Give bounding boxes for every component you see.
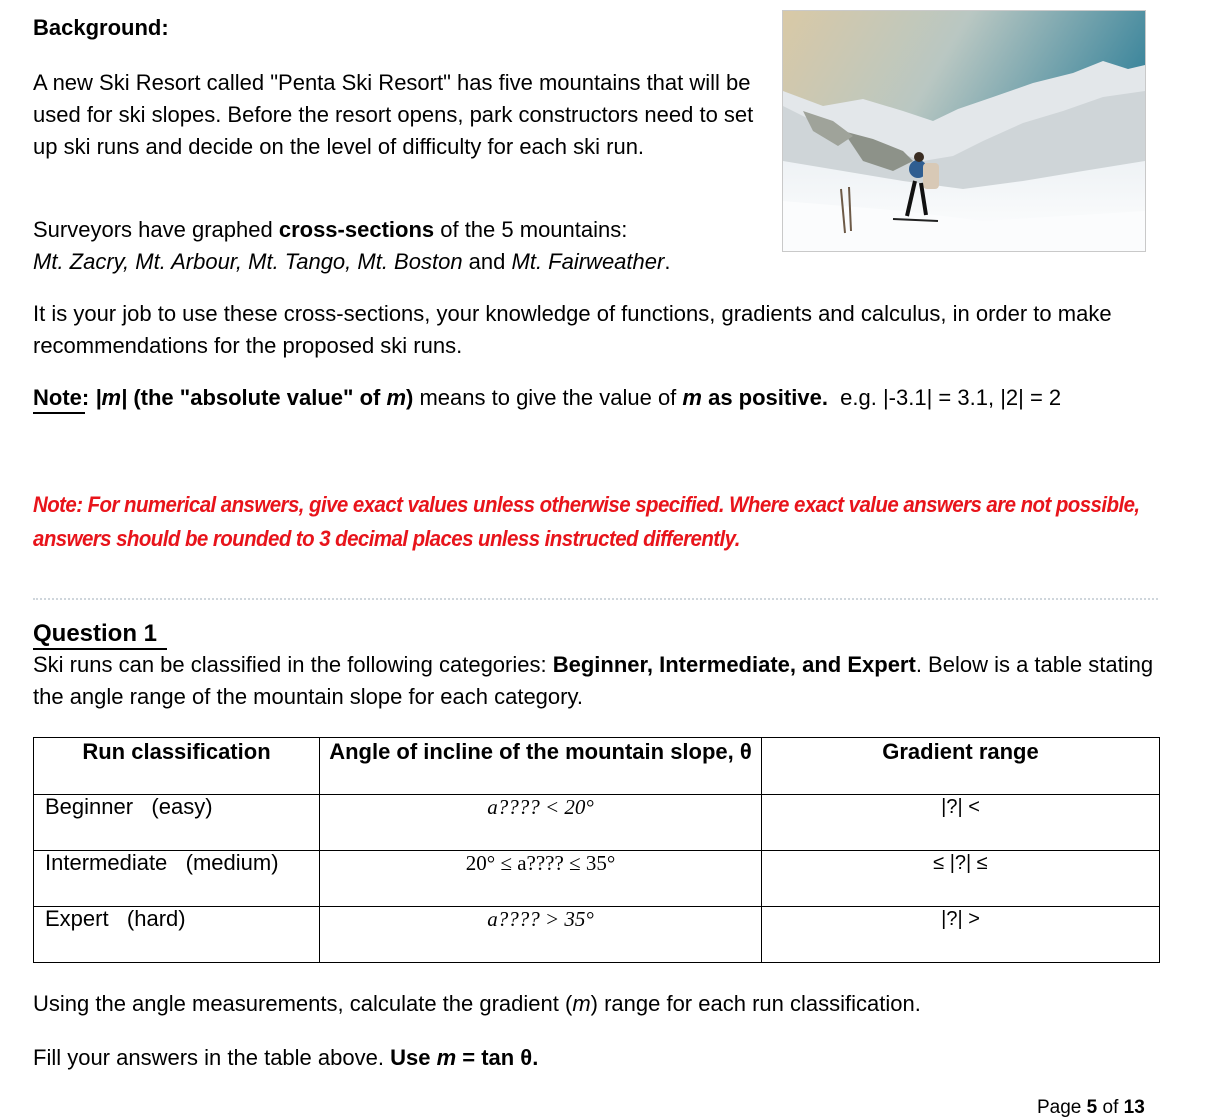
absolute-value-term: absolute value: [190, 385, 344, 410]
header-gradient: Gradient range: [762, 738, 1160, 795]
instr2-rest: = tan θ.: [456, 1045, 539, 1070]
note-label: Note:: [33, 385, 90, 410]
angle-cell: 20° ≤ a???? ≤ 35°: [320, 851, 762, 907]
header-angle: Angle of incline of the mountain slope, θ: [320, 738, 762, 795]
instr1-start: Using the angle measurements, calculate the gradient (: [33, 991, 573, 1016]
classification-cell: Expert (hard): [34, 907, 320, 963]
instr1-end: ) range for each run classification.: [590, 991, 921, 1016]
gradient-cell[interactable]: ≤ |?| ≤: [762, 851, 1160, 907]
instruction-fill: [33, 1042, 1183, 1074]
ski-mountain-photo: [782, 10, 1146, 252]
gradient-cell[interactable]: |?| >: [762, 907, 1160, 963]
gradient-cell[interactable]: |?| <: [762, 795, 1160, 851]
classification-cell: Intermediate (medium): [34, 851, 320, 907]
note-as-positive: as positive.: [701, 385, 828, 410]
run-classification-table: [33, 737, 1160, 963]
angle-cell: a???? < 20°: [320, 795, 762, 851]
question-1-intro: [33, 649, 1183, 713]
mountains-and: and: [462, 249, 512, 274]
note-m: m: [386, 385, 407, 410]
table-row: [34, 851, 1160, 907]
classification-cell: Beginner (easy): [34, 795, 320, 851]
background-heading: Background:: [33, 15, 169, 40]
para2-end: of the 5 mountains:: [434, 217, 628, 242]
angle-cell: a???? > 35°: [320, 907, 762, 963]
cross-sections-term: cross-sections: [278, 217, 435, 242]
header-run-classification: Run classification: [34, 738, 320, 795]
note-underline: [33, 412, 85, 414]
page-number: Page 5 of 13: [1037, 1097, 1145, 1118]
question-1-title: Question 1: [33, 620, 158, 647]
instr2-use: Use: [390, 1045, 437, 1070]
note-paren-mid: " of: [343, 385, 387, 410]
note-m-2: m: [682, 385, 702, 410]
background-paragraph-3: It is your job to use these cross-sections, your knowledge of functions, gradients and calculus, in order to make recommendations for the proposed ski runs.: [33, 301, 1112, 358]
instr2-m: m: [436, 1045, 457, 1070]
table-row: [34, 907, 1160, 963]
total-pages: 13: [1123, 1097, 1145, 1118]
background-paragraph-1: A new Ski Resort called "Penta Ski Resort" has five mountains that will be used for ski slopes. Before the resort opens, park constructors need to set up ski runs and decide on the level of difficulty for each ski run.: [33, 70, 754, 159]
instr2-start: Fill your answers in the table above.: [33, 1045, 391, 1070]
mountains-period: .: [664, 249, 671, 274]
q1-intro-start: Ski runs can be classified in the following categories:: [33, 652, 553, 677]
para2-start: Surveyors have graphed: [33, 217, 279, 242]
absolute-value-note: [33, 382, 1193, 414]
instr1-m: m: [572, 991, 591, 1016]
current-page: 5: [1086, 1097, 1098, 1118]
table-header-row: [34, 738, 1160, 795]
note-means: means to give the value of: [413, 385, 683, 410]
section-divider: [33, 598, 1158, 600]
q1-intro-end: . Below is a table stating the angle range of the mountain slope for each category.: [33, 652, 1154, 709]
background-paragraph-2: [33, 214, 773, 278]
note-paren-close: ): [406, 385, 414, 410]
table-row: [34, 795, 1160, 851]
note-paren-open: (the ": [127, 385, 191, 410]
mountain-names: Mt. Zacry, Mt. Arbour, Mt. Tango, Mt. Boston: [33, 249, 463, 274]
mountain-fairweather: Mt. Fairweather: [511, 249, 665, 274]
numerical-answers-note: Note: For numerical answers, give exact values unless otherwise specified. Where exact value answers are not possible, answers should be rounded to 3 decimal places unless instructed differently.: [33, 492, 1140, 551]
m-abs-notation: |m|: [95, 385, 128, 410]
instruction-calculate: [33, 988, 1183, 1020]
note-example: e.g. |-3.1| = 3.1, |2| = 2: [827, 385, 1062, 410]
q1-categories: Beginner, Intermediate, and Expert: [552, 652, 916, 677]
